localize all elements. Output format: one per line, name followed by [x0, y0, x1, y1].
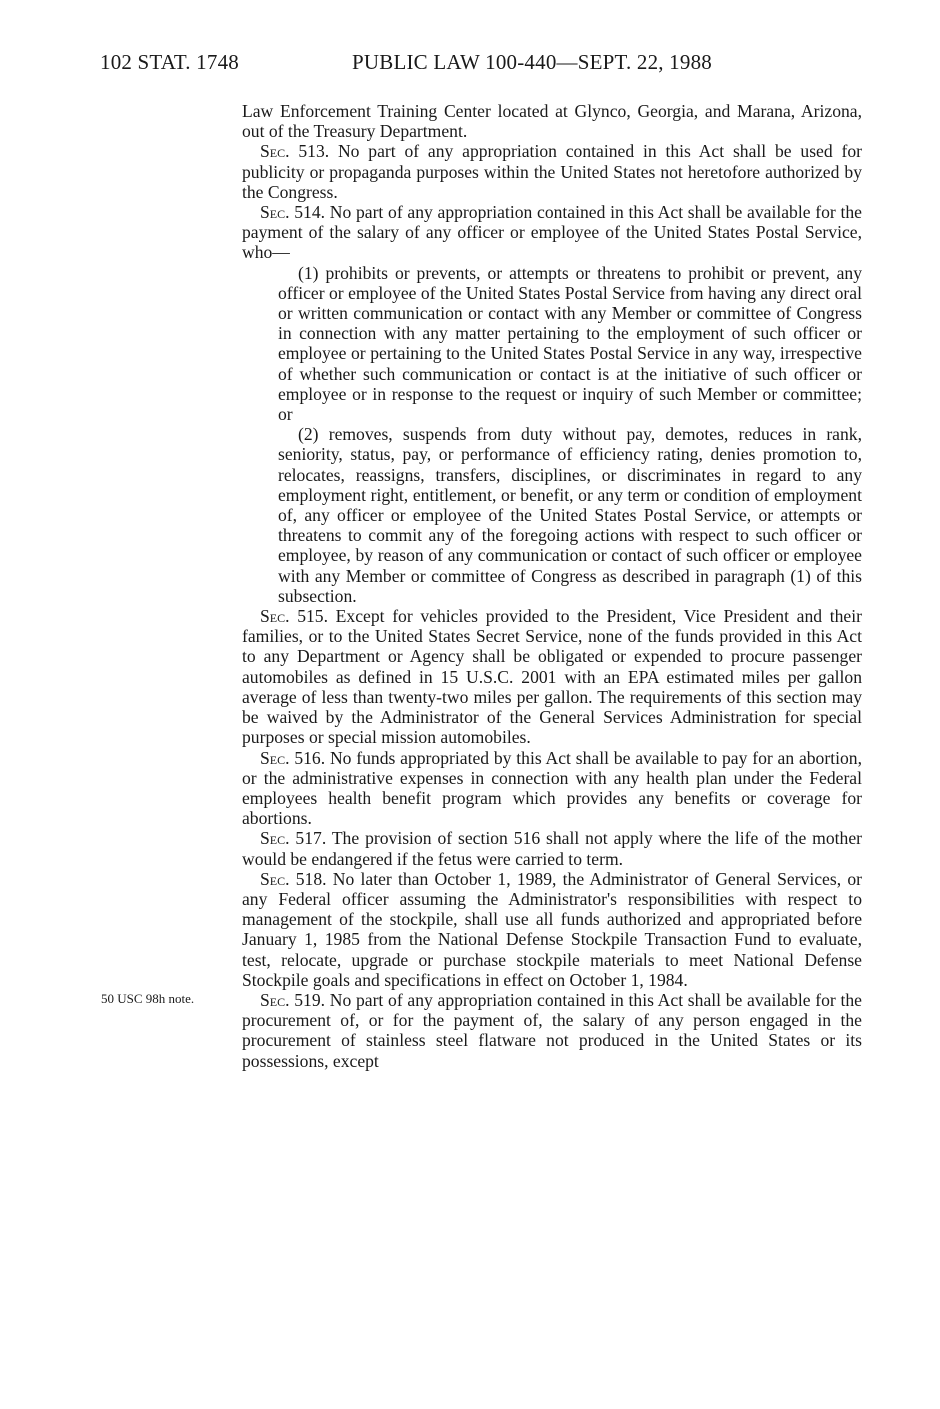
public-law-title: PUBLIC LAW 100-440—SEPT. 22, 1988	[352, 50, 712, 74]
section-label: Sec.	[260, 828, 290, 849]
section-text: 514. No part of any appropriation contained in this Act shall be available for the payment of the salary of any officer or employee of the United States Postal Service, who—	[242, 202, 862, 263]
section-text: 518. No later than October 1, 1989, the Administrator of General Services, or any Federal officer assuming the Administrator's responsibilities with respect to management of the stockpile, shall use all funds authorized and appropriated before January 1, 1985 from the National Defense Stockpile Transaction Fund to evaluate, test, relocate, upgrade or purchase stockpile materials to meet National Defense Stockpile goals and specifications in effect on October 1, 1984.	[242, 868, 862, 990]
section-514-paragraph-2: (2) removes, suspends from duty without pay, demotes, reduces in rank, seniority, status, pay, or performance of efficiency rating, denies promotion to, relocates, reassigns, transfers, disciplines, or discriminates in regard to any employment right, entitlement, or benefit, or any term or condition of employment of, any officer or employee of the United States Postal Service, or attempts or threatens to commit any of the foregoing actions with respect to such officer or employee, by reason of any communication or contact of such officer or employee with any Member or committee of Congress as described in paragraph (1) of this subsection.	[278, 424, 862, 606]
section-label: Sec.	[260, 989, 290, 1010]
section-label: Sec.	[260, 202, 290, 223]
section-516	[242, 748, 862, 829]
section-513	[242, 141, 862, 202]
section-text: 519. No part of any appropriation contained in this Act shall be available for the procurement of, or for the payment of, the salary of any person engaged in the procurement of stainless steel flatware not produced in the United States or its possessions, except	[242, 989, 862, 1071]
section-518	[242, 869, 862, 990]
margin-note: 50 USC 98h note.	[101, 991, 195, 1006]
section-519	[242, 990, 862, 1071]
section-text: 513. No part of any appropriation contained in this Act shall be used for publicity or propaganda purposes within the United States not heretofore authorized by the Congress.	[242, 141, 862, 202]
section-label: Sec.	[260, 747, 290, 768]
section-label: Sec.	[260, 868, 290, 889]
section-label: Sec.	[260, 606, 290, 627]
document-body	[242, 101, 862, 1071]
paragraph-continued: Law Enforcement Training Center located at Glynco, Georgia, and Marana, Arizona, out of the Treasury Department.	[242, 101, 862, 142]
section-515	[242, 606, 862, 747]
section-text: 516. No funds appropriated by this Act shall be available to pay for an abortion, or the administrative expenses in connection with any health plan under the Federal employees health benefit program which provides any benefits or coverage for abortions.	[242, 747, 862, 829]
page-header	[100, 50, 780, 80]
section-514	[242, 202, 862, 263]
section-text: 515. Except for vehicles provided to the President, Vice President and their families, or to the United States Secret Service, none of the funds provided in this Act to any Department or Agency shall be obligated or expended to procure passenger automobiles as defined in 15 U.S.C. 2001 with an EPA estimated miles per gallon average of less than twenty-two miles per gallon. The requirements of this section may be waived by the Administrator of the General Services Administration for special purposes or special mission automobiles.	[242, 606, 862, 748]
stat-page-number: 102 STAT. 1748	[100, 50, 239, 74]
section-label: Sec.	[260, 141, 290, 162]
section-text: 517. The provision of section 516 shall not apply where the life of the mother would be endangered if the fetus were carried to term.	[242, 828, 862, 869]
section-514-paragraph-1: (1) prohibits or prevents, or attempts or threatens to prohibit or prevent, any officer or employee of the United States Postal Service from having any direct oral or written communication or contact with any Member or committee of Congress in connection with any matter pertaining to the employment of such officer or employee or pertaining to the United States Postal Service in any way, irrespective of whether such communication or contact is at the initiative of such officer or employee or in response to the request or inquiry of such Member or committee; or	[278, 262, 862, 425]
section-517	[242, 828, 862, 868]
